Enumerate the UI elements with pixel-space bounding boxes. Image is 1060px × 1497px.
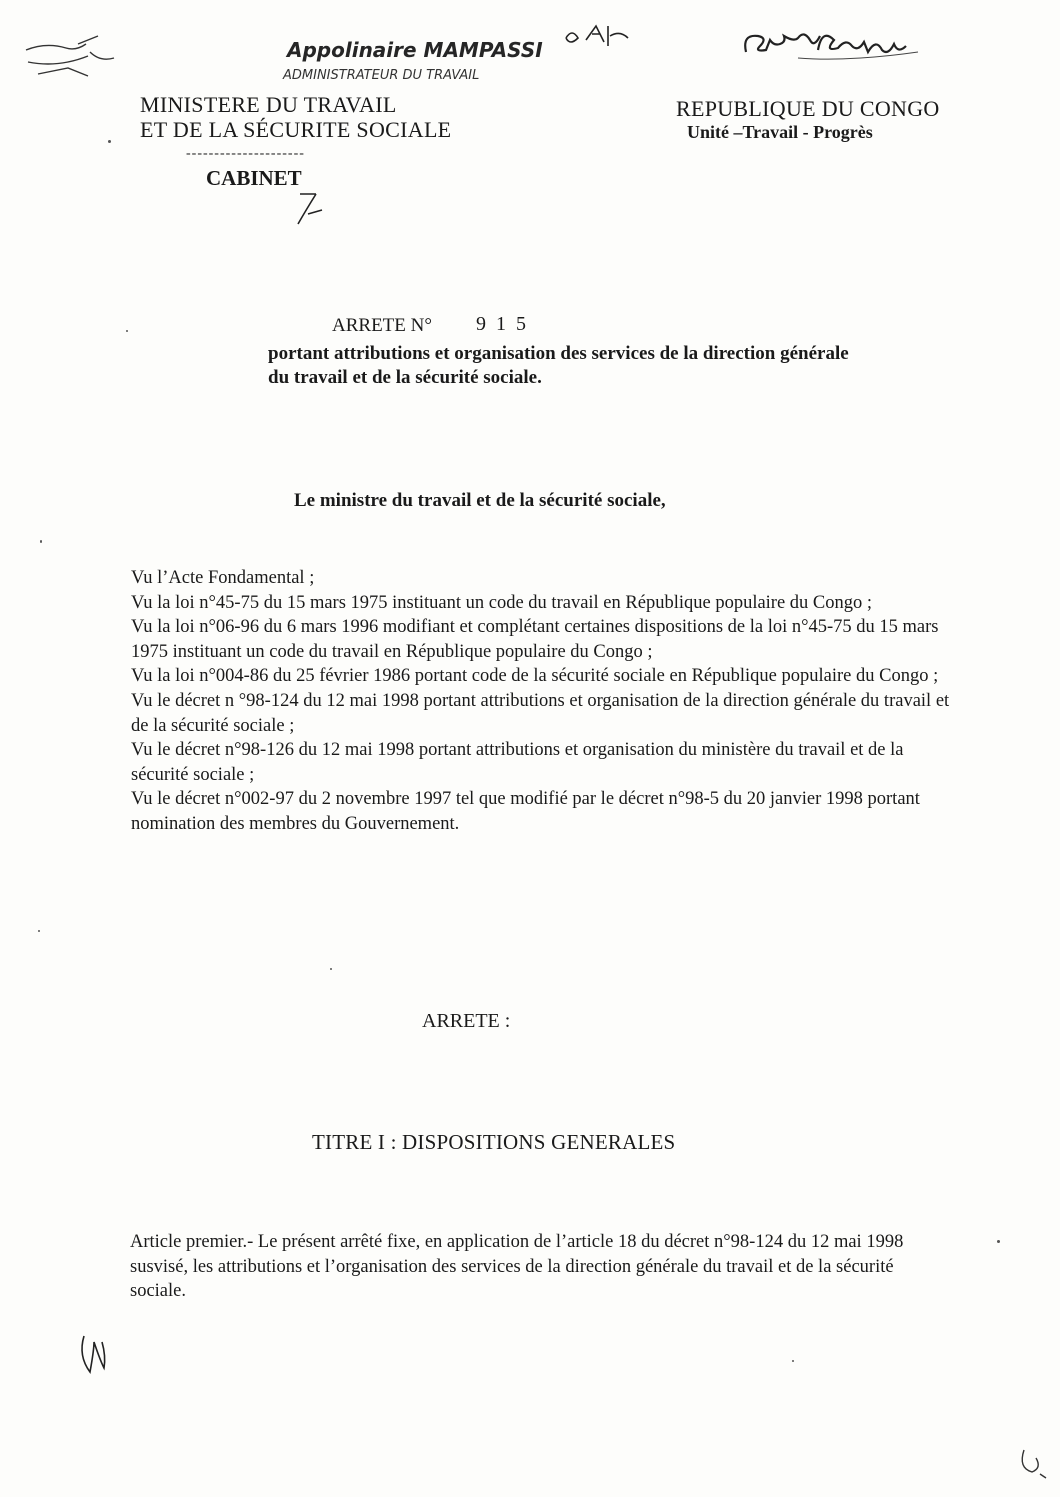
- ministry-line1: MINISTERE DU TRAVAIL: [140, 92, 397, 117]
- stamp-smudge: [18, 32, 128, 92]
- arrete-heading: ARRETE :: [422, 1010, 511, 1032]
- cabinet-label: CABINET: [206, 166, 302, 190]
- minister-line: Le ministre du travail et de la sécurité sociale,: [294, 490, 666, 511]
- cabinet-mark: [290, 186, 330, 236]
- speck: [126, 330, 128, 332]
- speck: [108, 140, 111, 143]
- republic-motto: Unité –Travail - Progrès: [687, 122, 873, 142]
- visa-item: Vu le décret n°002-97 du 2 novembre 1997 tel que modifié par le décret n°98-5 du 20 janvier 1998 portant nomination des membres du Gouvernement.: [131, 789, 920, 834]
- article-premier: [130, 1230, 950, 1304]
- visas-list: [131, 566, 961, 837]
- page-corner-mark: [1014, 1440, 1054, 1486]
- signature-right: [738, 22, 938, 68]
- arrete-subject-line1: portant attributions et organisation des services de la direction générale: [268, 343, 849, 364]
- speck: [330, 968, 332, 970]
- visa-item: Vu la loi n°06-96 du 6 mars 1996 modifiant et complétant certaines dispositions de la loi n°45-75 du 15 mars 1975 instituant un code du travail en République populaire du Congo ;: [131, 617, 939, 662]
- speck: [997, 1240, 1000, 1243]
- speck: [38, 930, 40, 932]
- handwritten-mark: [560, 20, 630, 54]
- republic-name: REPUBLIQUE DU CONGO: [676, 96, 940, 121]
- ministry-line2: ET DE LA SÉCURITE SOCIALE: [140, 117, 452, 142]
- speck: [792, 1360, 794, 1362]
- visa-item: Vu la loi n°004-86 du 25 février 1986 portant code de la sécurité sociale en République populaire du Congo ;: [131, 666, 939, 687]
- stamp-title: ADMINISTRATEUR DU TRAVAIL: [283, 68, 480, 83]
- visa-item: Vu la loi n°45-75 du 15 mars 1975 instituant un code du travail en République populaire du Congo ;: [131, 592, 873, 613]
- ministry-separator: ---------------------: [186, 146, 305, 161]
- arrete-label: ARRETE N°: [332, 315, 432, 336]
- arrete-number: 915: [476, 313, 536, 335]
- visa-item: Vu l’Acte Fondamental ;: [131, 568, 315, 588]
- visa-item: Vu le décret n °98-124 du 12 mai 1998 portant attributions et organisation de la direction générale du travail et de la sécurité sociale ;: [131, 690, 950, 736]
- margin-initials: [74, 1330, 114, 1380]
- speck: [40, 540, 42, 543]
- article-head: Article premier.: [130, 1232, 248, 1252]
- article-text: - Le présent arrêté fixe, en application de l’article 18 du décret n°98-124 du 12 mai 1998 susvisé, les attributions et l’organisation des services de la direction générale du travail et de la sécurité sociale.: [130, 1232, 904, 1302]
- arrete-subject-line2: du travail et de la sécurité sociale.: [268, 367, 542, 388]
- visa-item: Vu le décret n°98-126 du 12 mai 1998 portant attributions et organisation du ministère du travail et de la sécurité sociale ;: [131, 740, 904, 785]
- titre-heading: TITRE I : DISPOSITIONS GENERALES: [312, 1130, 676, 1154]
- stamp-name: Appolinaire MAMPASSI: [287, 38, 543, 62]
